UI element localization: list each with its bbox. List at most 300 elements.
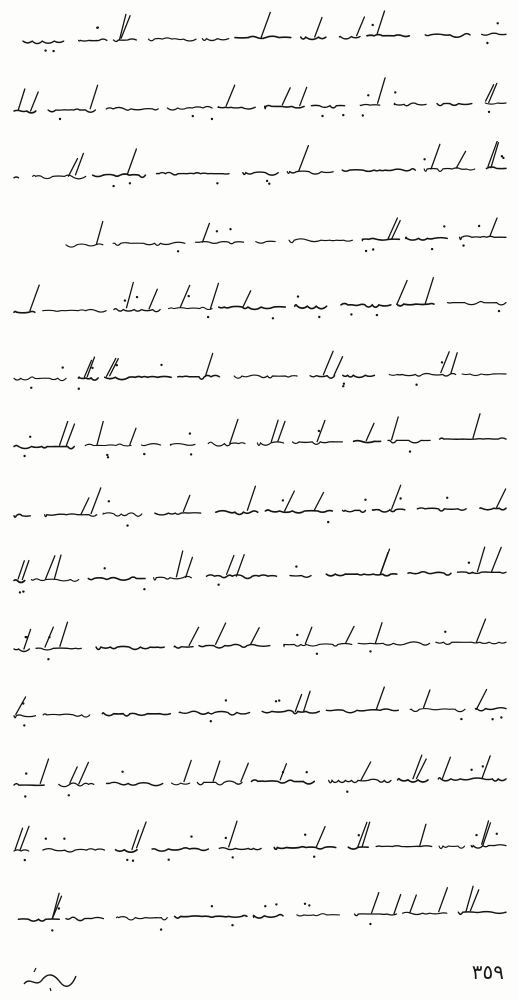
script-word	[256, 241, 275, 243]
script-ascender	[413, 755, 422, 778]
script-word	[14, 580, 25, 583]
script-ascender	[334, 356, 343, 375]
script-word	[14, 715, 35, 718]
script-word	[262, 710, 319, 713]
script-ascender	[431, 144, 440, 169]
script-dot	[470, 768, 472, 770]
script-dot	[342, 385, 344, 387]
script-dot	[129, 182, 131, 184]
handwritten-line-glyphs	[6, 141, 512, 197]
script-dot	[488, 110, 490, 112]
script-ascender	[420, 824, 426, 846]
script-dot	[327, 520, 329, 522]
script-word	[343, 510, 366, 512]
script-ascender	[76, 153, 84, 174]
script-dot	[342, 113, 344, 115]
script-ascender	[46, 556, 55, 579]
script-word	[367, 35, 410, 37]
script-ascender	[397, 281, 407, 304]
script-dot	[316, 652, 318, 654]
script-word	[274, 847, 336, 850]
script-ascender	[377, 11, 385, 35]
script-dot	[63, 838, 65, 840]
script-dot	[51, 929, 53, 931]
script-word	[170, 444, 195, 446]
script-word	[66, 243, 103, 246]
script-word	[438, 777, 506, 780]
script-ascender	[477, 619, 486, 642]
script-word	[311, 105, 344, 108]
script-dot	[443, 225, 445, 227]
script-word	[169, 307, 213, 309]
handwritten-line	[6, 884, 512, 940]
script-ascender	[361, 762, 371, 780]
script-ascender	[316, 827, 325, 848]
script-dot	[365, 249, 367, 251]
handwritten-line-glyphs	[6, 344, 512, 400]
script-word	[289, 238, 352, 242]
script-ascender	[271, 420, 278, 442]
handwritten-line-glyphs	[6, 816, 512, 872]
script-dot	[486, 42, 488, 44]
script-dot	[121, 770, 123, 772]
script-word	[107, 782, 163, 785]
script-ascender	[456, 151, 465, 168]
script-dot	[132, 860, 134, 862]
script-dot	[44, 49, 46, 51]
script-dot	[211, 905, 213, 907]
script-word	[339, 37, 360, 39]
script-dot	[304, 902, 306, 904]
script-word	[480, 507, 506, 509]
script-ascender	[226, 85, 235, 106]
script-dot	[232, 856, 234, 858]
script-word	[14, 850, 29, 851]
script-dot	[482, 765, 484, 767]
script-word	[197, 781, 242, 785]
script-ascender	[213, 761, 220, 781]
script-ascender	[366, 423, 374, 440]
script-dot	[318, 430, 320, 432]
script-dot	[282, 770, 284, 772]
script-word	[355, 913, 397, 915]
script-dot	[143, 453, 145, 455]
script-word	[486, 167, 506, 169]
script-ascender	[372, 892, 379, 912]
script-ascender	[97, 422, 103, 446]
script-word	[216, 510, 258, 514]
script-dot	[19, 591, 21, 593]
script-word	[354, 441, 381, 443]
script-dot	[369, 650, 371, 652]
script-dot	[491, 718, 493, 720]
script-dot	[376, 314, 378, 316]
script-ascender	[323, 351, 333, 374]
script-dot	[308, 904, 310, 906]
script-dot	[229, 228, 231, 230]
script-word	[394, 103, 426, 106]
script-dot	[372, 248, 374, 250]
script-word	[116, 850, 138, 852]
handwritten-line	[6, 411, 512, 467]
handwritten-line-glyphs	[6, 276, 512, 332]
script-dot	[23, 455, 25, 457]
script-word	[243, 172, 278, 175]
script-ascender	[81, 497, 89, 513]
script-ascender	[251, 627, 260, 643]
script-ascender	[130, 428, 136, 445]
script-dot	[104, 567, 106, 569]
handwritten-line-glyphs	[6, 411, 512, 467]
script-ascender	[184, 760, 191, 781]
handwritten-line	[6, 74, 512, 130]
script-word	[343, 375, 375, 377]
handwritten-line-glyphs	[6, 749, 512, 805]
script-dot	[217, 584, 219, 586]
script-dot	[501, 155, 503, 157]
script-word	[408, 572, 451, 575]
script-dot	[306, 771, 308, 773]
handwritten-line	[6, 749, 512, 805]
script-ascender	[392, 417, 399, 440]
script-dot	[478, 224, 480, 226]
script-word	[105, 376, 171, 379]
script-ascender	[478, 547, 485, 571]
script-word	[436, 642, 506, 644]
script-word	[326, 709, 398, 713]
script-dot	[321, 114, 323, 116]
script-word	[252, 779, 315, 783]
catchword-glyphs	[20, 964, 80, 994]
script-dot	[358, 834, 360, 836]
script-dot	[313, 856, 315, 858]
script-ascender	[295, 695, 301, 712]
script-dot	[346, 790, 348, 792]
script-word	[329, 779, 391, 783]
script-dot	[225, 837, 227, 839]
script-word	[297, 913, 340, 915]
script-dot	[68, 794, 70, 796]
script-ascender	[203, 223, 210, 242]
catchword-handwritten	[20, 964, 80, 994]
script-dot	[58, 907, 60, 909]
script-ascender	[31, 92, 39, 111]
script-word	[66, 917, 104, 920]
script-word	[14, 311, 35, 312]
script-word	[157, 172, 230, 175]
script-dot	[52, 50, 54, 52]
handwritten-line-glyphs	[6, 546, 512, 602]
script-word	[290, 576, 311, 578]
script-ascender	[392, 220, 400, 238]
script-word	[485, 103, 506, 104]
script-word	[462, 373, 506, 375]
script-word	[257, 442, 283, 446]
script-dot	[372, 24, 374, 26]
handwritten-line-glyphs	[6, 74, 512, 130]
script-word	[476, 708, 507, 711]
script-ascender	[477, 690, 487, 709]
script-word	[23, 41, 64, 43]
script-ascender	[176, 551, 182, 577]
script-word	[207, 575, 277, 579]
script-word	[14, 110, 36, 113]
script-word	[295, 305, 327, 309]
script-dot	[124, 299, 126, 301]
script-word	[342, 169, 415, 172]
script-word	[152, 848, 208, 851]
script-ascender	[417, 759, 427, 779]
script-ascender	[127, 149, 136, 174]
script-word	[425, 34, 470, 38]
script-dot	[460, 718, 462, 720]
script-ascender	[392, 485, 401, 509]
script-dot	[282, 499, 284, 501]
script-word	[43, 714, 90, 717]
script-dot	[304, 834, 306, 836]
handwritten-line	[6, 681, 512, 737]
script-ascender	[189, 627, 199, 645]
script-dot	[415, 383, 417, 385]
script-word	[18, 918, 59, 920]
handwritten-line	[6, 546, 512, 602]
script-word	[208, 442, 245, 446]
script-dot	[462, 244, 464, 246]
script-word	[14, 514, 30, 517]
script-dot	[343, 382, 345, 384]
script-word	[482, 33, 506, 35]
script-ascender	[211, 283, 219, 308]
script-dot	[210, 720, 212, 722]
script-ascender	[346, 626, 354, 642]
script-ascender	[79, 762, 89, 784]
handwritten-line-glyphs	[6, 479, 512, 535]
handwritten-line	[6, 344, 512, 400]
script-word	[373, 509, 405, 512]
script-dot	[264, 905, 266, 907]
script-ascender	[282, 87, 290, 104]
script-word	[265, 510, 332, 513]
script-word	[45, 513, 97, 516]
script-word	[287, 171, 333, 174]
script-word	[172, 783, 190, 785]
script-word	[397, 304, 434, 306]
script-word	[43, 310, 106, 313]
script-dot	[24, 795, 26, 797]
script-dot	[22, 702, 24, 704]
script-dot	[22, 590, 24, 592]
script-dot	[272, 317, 274, 319]
script-ascender	[394, 894, 401, 913]
script-dot	[211, 117, 213, 119]
handwritten-line-glyphs	[6, 884, 512, 940]
script-ascender	[243, 291, 251, 307]
script-dot	[78, 387, 80, 389]
script-word	[448, 302, 507, 305]
script-word	[78, 377, 98, 380]
script-ascender	[227, 556, 234, 575]
script-ascender	[410, 895, 417, 913]
script-ascender	[91, 487, 101, 513]
script-word	[85, 444, 131, 446]
script-ascender	[380, 553, 388, 574]
script-ascender	[490, 218, 497, 236]
script-ascender	[16, 697, 26, 715]
script-word	[326, 574, 397, 576]
script-dot	[266, 180, 268, 182]
script-ascender	[300, 87, 307, 105]
script-word	[114, 309, 160, 312]
script-word	[471, 845, 506, 848]
script-word	[96, 646, 164, 649]
script-dot	[62, 366, 64, 368]
script-word	[219, 848, 261, 850]
script-dot	[97, 26, 99, 28]
script-ascender	[30, 285, 39, 311]
script-dot	[446, 496, 448, 498]
script-ascender	[18, 89, 24, 110]
script-ascender	[205, 353, 212, 376]
script-word	[142, 444, 161, 446]
script-word	[174, 646, 193, 648]
script-dot	[497, 22, 499, 24]
script-dot	[275, 903, 277, 905]
script-ascender	[149, 289, 157, 309]
script-dot	[225, 699, 227, 701]
script-ascender	[376, 687, 384, 709]
script-ascender	[357, 17, 365, 36]
script-word	[14, 783, 44, 785]
script-ascender	[473, 414, 480, 438]
script-dot	[91, 366, 93, 368]
script-word	[167, 106, 212, 110]
script-ascender	[305, 627, 311, 643]
script-dot	[296, 633, 298, 635]
script-dot	[45, 838, 47, 840]
script-ascender	[66, 424, 74, 445]
script-dot	[297, 295, 299, 297]
script-word	[199, 644, 270, 648]
script-word	[114, 39, 137, 42]
script-word	[376, 846, 432, 847]
script-dot	[192, 114, 194, 116]
script-ascender	[497, 488, 506, 507]
script-dot	[369, 922, 371, 924]
script-word	[406, 237, 448, 240]
script-dot	[500, 716, 502, 718]
script-ascender	[55, 555, 62, 579]
script-dot	[190, 453, 192, 455]
script-dot	[126, 859, 128, 861]
script-dot	[25, 772, 27, 774]
script-dot	[48, 636, 50, 638]
handwritten-line-glyphs	[6, 614, 512, 670]
script-dot	[295, 565, 297, 567]
script-dot	[207, 316, 209, 318]
script-ascender	[247, 486, 255, 510]
script-word	[439, 846, 465, 848]
script-word	[202, 39, 229, 41]
script-ascender	[97, 221, 103, 243]
script-ascender	[491, 547, 501, 572]
script-word	[235, 36, 291, 38]
handwritten-line	[6, 6, 512, 62]
script-ascender	[236, 555, 244, 577]
handwritten-line-glyphs	[6, 209, 512, 265]
script-word	[14, 445, 74, 448]
script-dot	[29, 436, 31, 438]
script-dot	[190, 835, 192, 837]
script-dot	[475, 834, 477, 836]
script-word	[14, 649, 29, 652]
script-dot	[216, 182, 218, 184]
script-word	[14, 177, 19, 178]
handwritten-line-glyphs	[6, 681, 512, 737]
script-dot	[59, 117, 61, 119]
handwritten-line	[6, 614, 512, 670]
script-ascender	[70, 766, 77, 782]
script-dot	[423, 158, 425, 160]
script-dot	[278, 699, 280, 701]
script-dot	[177, 250, 179, 252]
script-ascender	[425, 278, 433, 304]
script-dot	[25, 635, 27, 637]
script-ascender	[285, 491, 295, 511]
script-word	[79, 39, 107, 41]
script-ascender	[216, 623, 226, 644]
script-ascender	[183, 495, 189, 511]
script-dot	[367, 94, 369, 96]
script-word	[362, 238, 399, 240]
script-ascender	[241, 763, 248, 781]
script-ascender	[424, 690, 430, 708]
script-ascender	[442, 757, 450, 779]
script-dot	[231, 924, 233, 926]
script-dot	[116, 364, 118, 366]
script-ascender	[299, 146, 309, 172]
script-dot	[268, 183, 270, 185]
script-word	[417, 507, 466, 510]
script-ascender	[261, 12, 270, 37]
script-ascender	[230, 419, 238, 443]
script-ascender	[375, 622, 382, 642]
script-word	[14, 376, 66, 380]
script-word	[113, 242, 185, 245]
script-word	[59, 782, 94, 786]
script-dot	[498, 310, 500, 312]
script-ascender	[24, 629, 31, 649]
script-dot	[468, 562, 470, 564]
script-dot	[441, 361, 443, 363]
script-word	[149, 38, 197, 41]
script-word	[458, 572, 507, 574]
script-dot	[431, 247, 433, 249]
script-dot	[399, 497, 401, 499]
script-word	[253, 914, 283, 918]
script-ascender	[90, 85, 97, 108]
script-word	[48, 109, 95, 112]
script-word	[88, 577, 145, 580]
script-ascender	[186, 557, 193, 577]
script-ascender	[439, 887, 448, 911]
script-dot	[394, 91, 396, 93]
script-dot	[350, 313, 352, 315]
script-dot	[30, 386, 32, 388]
handwritten-line	[6, 479, 512, 535]
script-dot	[275, 700, 277, 702]
script-word	[358, 641, 429, 644]
script-word	[388, 440, 430, 443]
